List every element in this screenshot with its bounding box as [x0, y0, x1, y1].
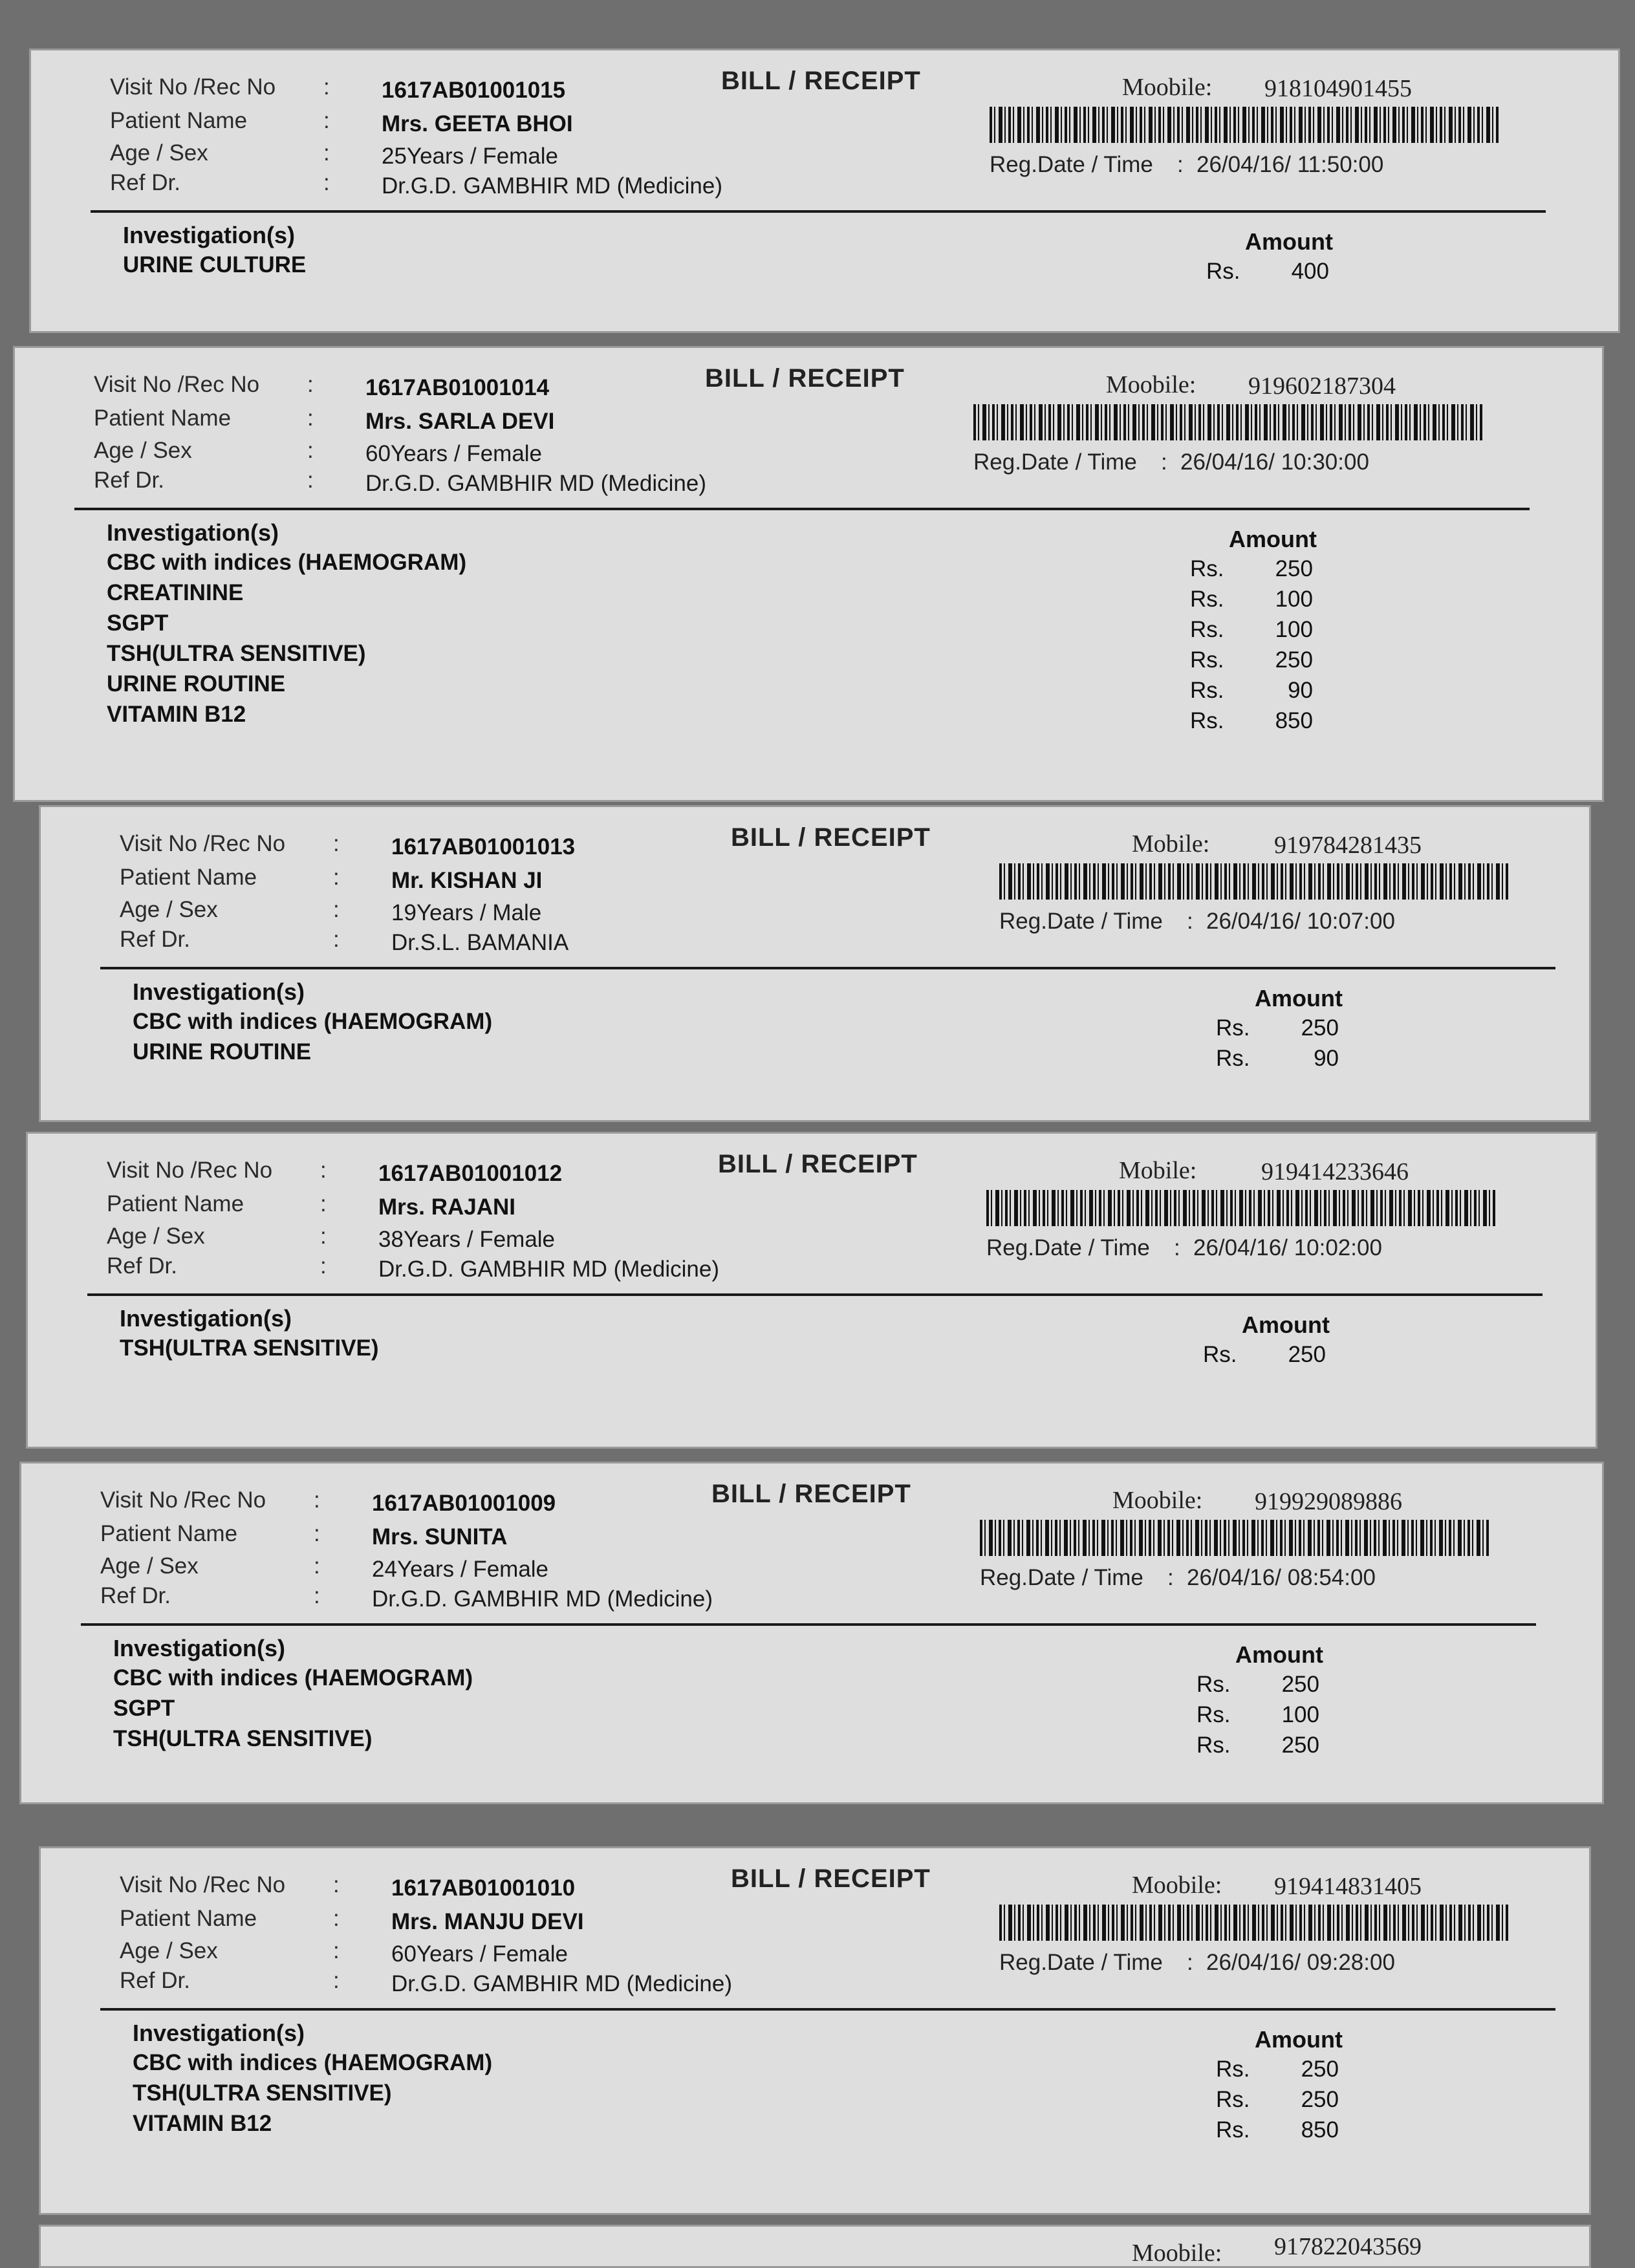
ref-dr-label: Ref Dr.: [120, 1968, 190, 1993]
receipt-title: BILL / RECEIPT: [718, 1150, 918, 1178]
amount-header: Amount: [1229, 526, 1317, 552]
mobile-label: Moobile:: [1122, 74, 1213, 101]
currency-label: Rs.: [1216, 2057, 1250, 2082]
mobile-label: Moobile:: [1106, 371, 1196, 398]
investigation-item: URINE ROUTINE: [133, 1039, 312, 1064]
patient-name: Mrs. RAJANI: [378, 1194, 515, 1220]
investigation-header: Investigation(s): [120, 1305, 292, 1332]
reg-colon: :: [1177, 152, 1184, 177]
field-colon: :: [333, 1968, 340, 1993]
field-colon: :: [333, 865, 340, 890]
investigation-item: CBC with indices (HAEMOGRAM): [113, 1665, 473, 1690]
visit-no: 1617AB01001014: [365, 375, 550, 400]
barcode: [999, 1905, 1510, 1941]
currency-label: Rs.: [1190, 617, 1224, 642]
receipt-slip: [29, 49, 1620, 333]
header-divider: [100, 967, 1555, 969]
investigation-item: CBC with indices (HAEMOGRAM): [107, 550, 467, 575]
barcode: [980, 1520, 1491, 1556]
currency-label: Rs.: [1216, 1015, 1250, 1041]
ref-doctor: Dr.S.L. BAMANIA: [391, 930, 569, 955]
field-colon: :: [333, 897, 340, 922]
currency-label: Rs.: [1216, 1046, 1250, 1071]
receipt-slip: [26, 1132, 1597, 1449]
partial-receipt-slip: [39, 2225, 1591, 2268]
investigation-header: Investigation(s): [107, 519, 279, 546]
investigation-item: VITAMIN B12: [133, 2111, 272, 2136]
barcode: [999, 863, 1510, 900]
barcode: [986, 1190, 1497, 1226]
receipt-title: BILL / RECEIPT: [711, 1480, 911, 1508]
field-colon: :: [314, 1487, 320, 1513]
header-divider: [91, 210, 1546, 213]
field-colon: :: [320, 1158, 327, 1183]
visit-no-label: Visit No /Rec No: [94, 372, 260, 397]
age-sex-label: Age / Sex: [120, 1938, 218, 1963]
mobile-number: 919602187304: [1248, 373, 1396, 400]
investigation-item: TSH(ULTRA SENSITIVE): [120, 1335, 379, 1361]
field-colon: :: [333, 831, 340, 856]
ref-dr-label: Ref Dr.: [94, 468, 164, 493]
field-colon: :: [320, 1191, 327, 1216]
reg-colon: :: [1187, 909, 1193, 934]
receipt-title: BILL / RECEIPT: [731, 823, 931, 852]
amount-value: 400: [1291, 259, 1329, 284]
reg-colon: :: [1167, 1565, 1174, 1590]
currency-label: Rs.: [1196, 1733, 1231, 1758]
amount-value: 100: [1275, 587, 1313, 612]
ref-dr-label: Ref Dr.: [120, 927, 190, 952]
amount-header: Amount: [1235, 1641, 1323, 1668]
reg-datetime: 26/04/16/ 08:54:00: [1187, 1565, 1376, 1590]
ref-doctor: Dr.G.D. GAMBHIR MD (Medicine): [391, 1971, 732, 1996]
ref-doctor: Dr.G.D. GAMBHIR MD (Medicine): [372, 1586, 713, 1612]
age-sex: 60Years / Female: [365, 441, 543, 466]
patient-name-label: Patient Name: [94, 405, 232, 431]
amount-value: 100: [1281, 1702, 1319, 1727]
visit-no-label: Visit No /Rec No: [107, 1158, 273, 1183]
field-colon: :: [320, 1224, 327, 1249]
amount-value: 250: [1281, 1672, 1319, 1697]
reg-datetime: 26/04/16/ 10:02:00: [1193, 1235, 1382, 1260]
mobile-number: 917822043569: [1274, 2233, 1422, 2260]
mobile-label: Moobile:: [1132, 1872, 1222, 1899]
investigation-item: SGPT: [113, 1696, 175, 1721]
reg-datetime: 26/04/16/ 10:07:00: [1206, 909, 1395, 934]
visit-no: 1617AB01001010: [391, 1875, 576, 1901]
mobile-number: 919414233646: [1261, 1158, 1409, 1185]
field-colon: :: [333, 927, 340, 952]
field-colon: :: [333, 1872, 340, 1897]
mobile-label: Moobile:: [1112, 1487, 1203, 1514]
reg-date-label: Reg.Date / Time: [999, 909, 1163, 934]
mobile-label: Mobile:: [1119, 1157, 1197, 1184]
field-colon: :: [314, 1583, 320, 1608]
patient-name: Mrs. SUNITA: [372, 1524, 508, 1550]
field-colon: :: [307, 405, 314, 431]
currency-label: Rs.: [1190, 678, 1224, 703]
investigation-item: CREATININE: [107, 580, 244, 605]
amount-value: 250: [1301, 2057, 1339, 2082]
investigation-header: Investigation(s): [113, 1635, 286, 1661]
patient-name: Mrs. GEETA BHOI: [382, 111, 573, 136]
investigation-header: Investigation(s): [123, 222, 296, 248]
age-sex: 24Years / Female: [372, 1557, 549, 1582]
amount-value: 250: [1275, 556, 1313, 581]
reg-colon: :: [1161, 449, 1167, 475]
ref-dr-label: Ref Dr.: [107, 1253, 177, 1279]
investigation-header: Investigation(s): [133, 978, 305, 1005]
investigation-item: URINE CULTURE: [123, 252, 307, 277]
amount-header: Amount: [1242, 1312, 1330, 1338]
reg-date-label: Reg.Date / Time: [986, 1235, 1150, 1260]
amount-value: 250: [1281, 1733, 1319, 1758]
field-colon: :: [333, 1906, 340, 1931]
age-sex-label: Age / Sex: [100, 1553, 199, 1579]
ref-doctor: Dr.G.D. GAMBHIR MD (Medicine): [365, 471, 706, 496]
barcode: [990, 107, 1500, 143]
age-sex-label: Age / Sex: [120, 897, 218, 922]
currency-label: Rs.: [1196, 1702, 1231, 1727]
currency-label: Rs.: [1190, 708, 1224, 733]
reg-colon: :: [1187, 1950, 1193, 1975]
field-colon: :: [307, 468, 314, 493]
receipt-title: BILL / RECEIPT: [721, 67, 921, 95]
header-divider: [100, 2008, 1555, 2011]
receipt-slip: [39, 805, 1591, 1122]
receipt-slip: [39, 1846, 1591, 2215]
age-sex: 60Years / Female: [391, 1941, 568, 1967]
investigation-item: TSH(ULTRA SENSITIVE): [107, 641, 366, 666]
currency-label: Rs.: [1190, 587, 1224, 612]
reg-datetime: 26/04/16/ 10:30:00: [1180, 449, 1369, 475]
amount-value: 90: [1314, 1046, 1339, 1071]
visit-no: 1617AB01001012: [378, 1161, 563, 1186]
reg-date-label: Reg.Date / Time: [980, 1565, 1143, 1590]
mobile-number: 919784281435: [1274, 832, 1422, 859]
field-colon: :: [323, 170, 330, 195]
header-divider: [81, 1623, 1536, 1626]
ref-doctor: Dr.G.D. GAMBHIR MD (Medicine): [382, 173, 722, 199]
age-sex: 38Years / Female: [378, 1227, 556, 1252]
age-sex: 25Years / Female: [382, 144, 559, 169]
visit-no: 1617AB01001009: [372, 1491, 556, 1516]
currency-label: Rs.: [1216, 2117, 1250, 2143]
mobile-number: 919414831405: [1274, 1873, 1422, 1900]
ref-dr-label: Ref Dr.: [100, 1583, 171, 1608]
currency-label: Rs.: [1203, 1342, 1237, 1367]
mobile-number: 919929089886: [1255, 1488, 1402, 1515]
receipt-title: BILL / RECEIPT: [705, 364, 905, 393]
visit-no: 1617AB01001015: [382, 78, 566, 103]
field-colon: :: [323, 140, 330, 166]
amount-value: 250: [1301, 1015, 1339, 1041]
field-colon: :: [314, 1553, 320, 1579]
investigation-item: TSH(ULTRA SENSITIVE): [133, 2080, 392, 2106]
ref-dr-label: Ref Dr.: [110, 170, 180, 195]
reg-date-label: Reg.Date / Time: [990, 152, 1153, 177]
visit-no-label: Visit No /Rec No: [110, 74, 276, 100]
field-colon: :: [323, 108, 330, 133]
amount-value: 250: [1288, 1342, 1326, 1367]
currency-label: Rs.: [1196, 1672, 1231, 1697]
investigation-item: TSH(ULTRA SENSITIVE): [113, 1726, 373, 1751]
age-sex: 19Years / Male: [391, 900, 542, 925]
investigation-item: URINE ROUTINE: [107, 671, 286, 697]
receipt-slip: [19, 1462, 1604, 1804]
patient-name: Mr. KISHAN JI: [391, 868, 543, 893]
header-divider: [74, 508, 1530, 510]
currency-label: Rs.: [1190, 647, 1224, 673]
mobile-number: 918104901455: [1264, 75, 1412, 102]
field-colon: :: [320, 1253, 327, 1279]
visit-no-label: Visit No /Rec No: [120, 1872, 286, 1897]
ref-doctor: Dr.G.D. GAMBHIR MD (Medicine): [378, 1257, 719, 1282]
patient-name: Mrs. MANJU DEVI: [391, 1909, 584, 1934]
field-colon: :: [307, 372, 314, 397]
field-colon: :: [307, 438, 314, 463]
amount-value: 90: [1288, 678, 1313, 703]
patient-name-label: Patient Name: [107, 1191, 244, 1216]
reg-datetime: 26/04/16/ 09:28:00: [1206, 1950, 1395, 1975]
receipt-title: BILL / RECEIPT: [731, 1864, 931, 1893]
patient-name-label: Patient Name: [110, 108, 248, 133]
patient-name-label: Patient Name: [120, 1906, 257, 1931]
visit-no: 1617AB01001013: [391, 834, 576, 859]
field-colon: :: [314, 1521, 320, 1546]
currency-label: Rs.: [1216, 2087, 1250, 2112]
reg-date-label: Reg.Date / Time: [973, 449, 1137, 475]
currency-label: Rs.: [1190, 556, 1224, 581]
age-sex-label: Age / Sex: [94, 438, 192, 463]
barcode: [973, 404, 1484, 440]
field-colon: :: [323, 74, 330, 100]
amount-header: Amount: [1255, 2026, 1343, 2053]
mobile-label: Mobile:: [1132, 830, 1210, 858]
field-colon: :: [333, 1938, 340, 1963]
receipt-slip: [13, 346, 1604, 802]
header-divider: [87, 1293, 1543, 1296]
amount-header: Amount: [1245, 228, 1333, 255]
amount-header: Amount: [1255, 985, 1343, 1011]
patient-name-label: Patient Name: [120, 865, 257, 890]
patient-name-label: Patient Name: [100, 1521, 238, 1546]
age-sex-label: Age / Sex: [107, 1224, 205, 1249]
visit-no-label: Visit No /Rec No: [100, 1487, 266, 1513]
mobile-label: Moobile:: [1132, 2240, 1222, 2267]
amount-value: 250: [1301, 2087, 1339, 2112]
investigation-item: CBC with indices (HAEMOGRAM): [133, 2050, 493, 2075]
investigation-header: Investigation(s): [133, 2020, 305, 2046]
amount-value: 850: [1301, 2117, 1339, 2143]
amount-value: 250: [1275, 647, 1313, 673]
amount-value: 100: [1275, 617, 1313, 642]
reg-datetime: 26/04/16/ 11:50:00: [1196, 152, 1384, 177]
amount-value: 850: [1275, 708, 1313, 733]
currency-label: Rs.: [1206, 259, 1240, 284]
investigation-item: SGPT: [107, 610, 169, 636]
patient-name: Mrs. SARLA DEVI: [365, 409, 555, 434]
investigation-item: VITAMIN B12: [107, 702, 246, 727]
reg-colon: :: [1174, 1235, 1180, 1260]
visit-no-label: Visit No /Rec No: [120, 831, 286, 856]
investigation-item: CBC with indices (HAEMOGRAM): [133, 1009, 493, 1034]
reg-date-label: Reg.Date / Time: [999, 1950, 1163, 1975]
age-sex-label: Age / Sex: [110, 140, 208, 166]
